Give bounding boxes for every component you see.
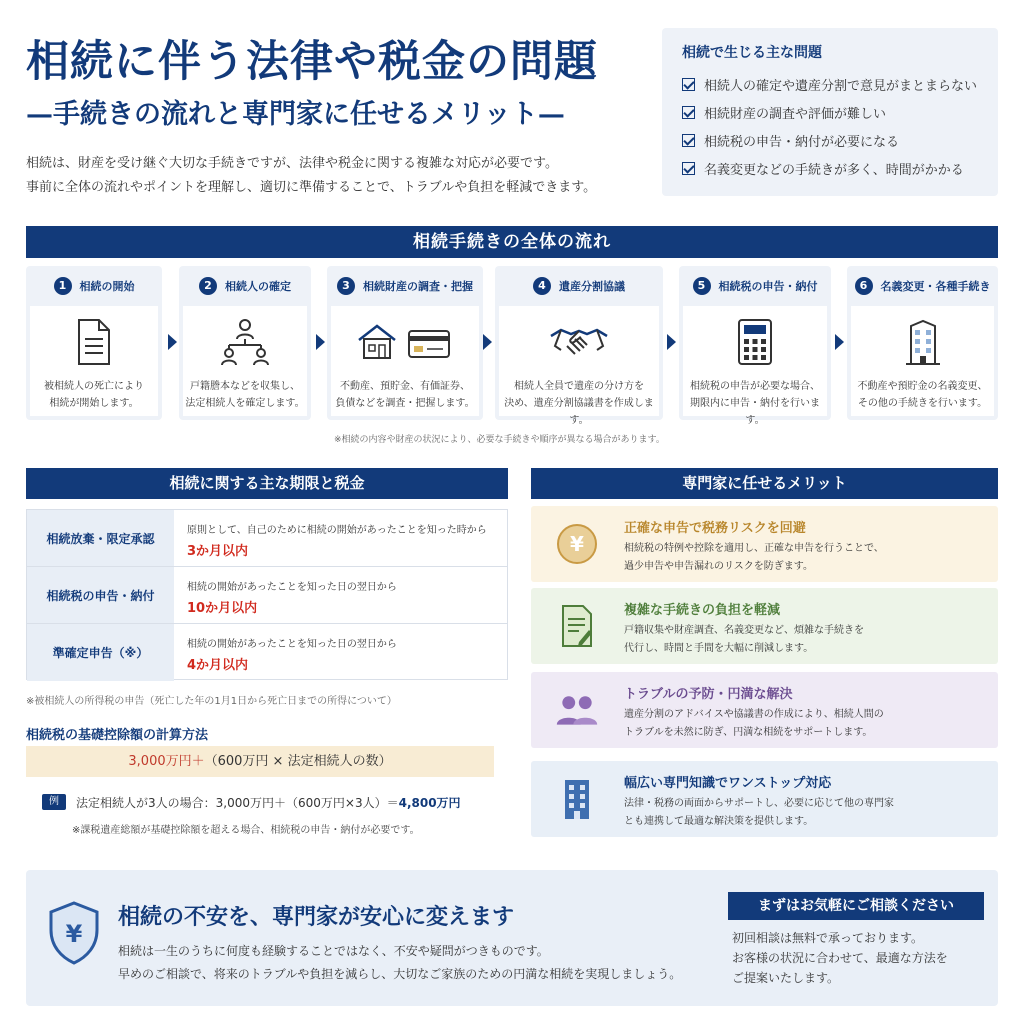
checkbox-icon [682,134,695,147]
formula-rest: （600万円 × 法定相続人の数） [204,754,392,769]
shield-yen-icon [46,900,102,970]
example-formula: 法定相続人が3人の場合：3,000万円＋（600万円×3人）＝ [76,796,399,810]
intro-line-1: 相続は、財産を受け継ぐ大切な手続きですが、法律や税金に関する複雑な対応が必要です。 [26,156,558,171]
flow-heading: 相続手続きの全体の流れ [26,226,998,258]
deadline-text: 相続の開始があったことを知った日の翌日から [187,639,397,650]
flow-step-1 [26,266,162,420]
step-number: 6 [855,277,873,295]
deduction-formula [26,746,494,777]
deadline-limit: 3か月以内 [187,544,249,559]
checkbox-icon [682,106,695,119]
merit-card [531,672,998,748]
merit-title: 正確な申告で税務リスクを回避 [624,521,806,536]
page-subtitle: —手続きの流れと専門家に任せるメリット— [26,99,565,130]
step-description: 被相続人の死亡により 相続が開始します。 [44,381,144,409]
issue-label: 相続人の確定や遺産分割で意見がまとまらない [704,78,978,94]
contact-heading[interactable]: まずはお気軽にご相談ください [728,892,984,920]
step-number: 5 [693,277,711,295]
merit-title: 幅広い専門知識でワンストップ対応 [624,776,832,791]
merit-text: 法律・税務の両面からサポートし、必要に応じて他の専門家 とも連携して最適な解決策を提供します。 [624,798,894,827]
arrow-right-icon [483,334,492,350]
flow-step-3 [327,266,483,420]
step-header [327,266,483,306]
issue-label: 相続税の申告・納付が必要になる [704,134,900,150]
svg-text:¥: ¥ [65,920,83,948]
house-and-card-icon [331,314,479,370]
handshake-icon [499,314,659,370]
step-number: 4 [533,277,551,295]
step-header [26,266,162,306]
document-icon [30,314,158,370]
arrow-right-icon [667,334,676,350]
flow-step-4 [495,266,663,426]
merits-heading: 専門家に任せるメリット [531,468,998,499]
yen-coin-icon [555,522,599,566]
document-pen-icon [555,604,599,648]
deadline-label: 相続放棄・限定承認 [27,510,174,566]
intro-text [26,152,646,200]
contact-text: 初回相談は無料で承っております。 お客様の状況に合わせて、最適な方法を ご提案いたします。 [732,931,948,985]
deadline-note: ※被相続人の所得税の申告（死亡した年の1月1日から死亡日までの所得について） [26,696,397,707]
step-header [179,266,311,306]
flow-step-5 [679,266,831,426]
svg-text:¥: ¥ [570,532,584,556]
deadline-text: 原則として、自己のために相続の開始があったことを知った時から [187,525,487,536]
step-number: 1 [54,277,72,295]
deadline-label: 相続税の申告・納付 [27,567,174,623]
deadline-limit: 10か月以内 [187,601,258,616]
merit-title: 複雑な手続きの負担を軽減 [624,603,781,618]
merit-text: 相続税の特例や控除を適用し、正確な申告を行うことで、 過少申告や申告漏れのリスクを防ぎます。 [624,543,884,572]
deadlines-heading: 相続に関する主な期限と税金 [26,468,508,499]
issue-item [682,70,978,98]
calculator-icon [683,314,827,370]
banner-text: 相続は一生のうちに何度も経験することではなく、不安や疑問がつきものです。 早めのご相談で、将来のトラブルや負担を減らし、大切なご家族のための円満な相続を実現しましょう。 [118,944,682,981]
table-row [27,624,507,681]
calc-title: 相続税の基礎控除額の計算方法 [26,728,209,743]
flow-note: ※相続の内容や財産の状況により、必要な手続きや順序が異なる場合があります。 [334,435,665,445]
deadline-label: 準確定申告（※） [27,624,174,681]
arrow-right-icon [168,334,177,350]
step-description: 相続人全員で遺産の分け方を 決め、遺産分割協議書を作成します。 [504,381,654,426]
deadlines-table [26,509,508,680]
page-title: 相続に伴う法律や税金の問題 [26,37,598,87]
step-header [495,266,663,306]
step-title: 相続人の確定 [225,280,291,293]
issue-label: 相続財産の調査や評価が難しい [704,106,887,122]
step-description: 不動産や預貯金の名義変更、 その他の手続きを行います。 [857,381,988,409]
merit-card [531,506,998,582]
issue-item [682,126,978,154]
arrow-right-icon [316,334,325,350]
merit-text: 戸籍収集や財産調査、名義変更など、煩雑な手続きを 代行し、時間と手間を大幅に削減します。 [624,625,864,654]
checkbox-icon [682,162,695,175]
example-badge: 例 [42,794,66,810]
intro-line-2: 事前に全体の流れやポイントを理解し、適切に準備することで、トラブルや負担を軽減できます。 [26,180,597,195]
issue-item [682,98,978,126]
table-row [27,567,507,624]
step-title: 名義変更・各種手続き [880,280,991,293]
formula-base: 3,000万円＋ [128,754,205,769]
building-icon [851,314,994,370]
step-number: 2 [199,277,217,295]
issues-title: 相続で生じる主な問題 [682,45,822,61]
step-title: 相続税の申告・納付 [718,280,818,293]
merit-text: 遺産分割のアドバイスや協議書の作成により、相続人間の トラブルを未然に防ぎ、円満な相続をサポートします。 [624,709,884,738]
example-note: ※課税遺産総額が基礎控除額を超える場合、相続税の申告・納付が必要です。 [72,825,420,836]
office-building-icon [555,777,599,821]
issue-item [682,154,978,182]
issue-label: 名義変更などの手続きが多く、時間がかかる [704,162,964,178]
step-number: 3 [337,277,355,295]
family-tree-icon [183,314,307,370]
step-description: 戸籍謄本などを収集し、 法定相続人を確定します。 [185,381,305,409]
step-header [679,266,831,306]
step-description: 相続税の申告が必要な場合、 期限内に申告・納付を行います。 [690,381,820,426]
step-header [847,266,998,306]
deadline-text: 相続の開始があったことを知った日の翌日から [187,582,397,593]
flow-step-2 [179,266,311,420]
arrow-right-icon [835,334,844,350]
step-title: 遺産分割協議 [559,280,625,293]
deadline-limit: 4か月以内 [187,658,249,673]
flow-step-6 [847,266,998,420]
example-text [76,794,461,811]
banner-title: 相続の不安を、専門家が安心に変えます [118,904,515,930]
issues-box [662,28,998,196]
step-title: 相続財産の調査・把握 [363,280,473,293]
merit-title: トラブルの予防・円満な解決 [624,687,793,702]
step-description: 不動産、預貯金、有価証券、 負債などを調査・把握します。 [335,381,475,409]
merit-card [531,761,998,837]
example-total: 4,800万円 [398,796,461,810]
merit-card [531,588,998,664]
people-icon [555,688,599,732]
step-title: 相続の開始 [79,280,135,293]
flow-steps [26,266,998,426]
table-row [27,510,507,567]
checkbox-icon [682,78,695,91]
bottom-banner [26,870,998,1006]
